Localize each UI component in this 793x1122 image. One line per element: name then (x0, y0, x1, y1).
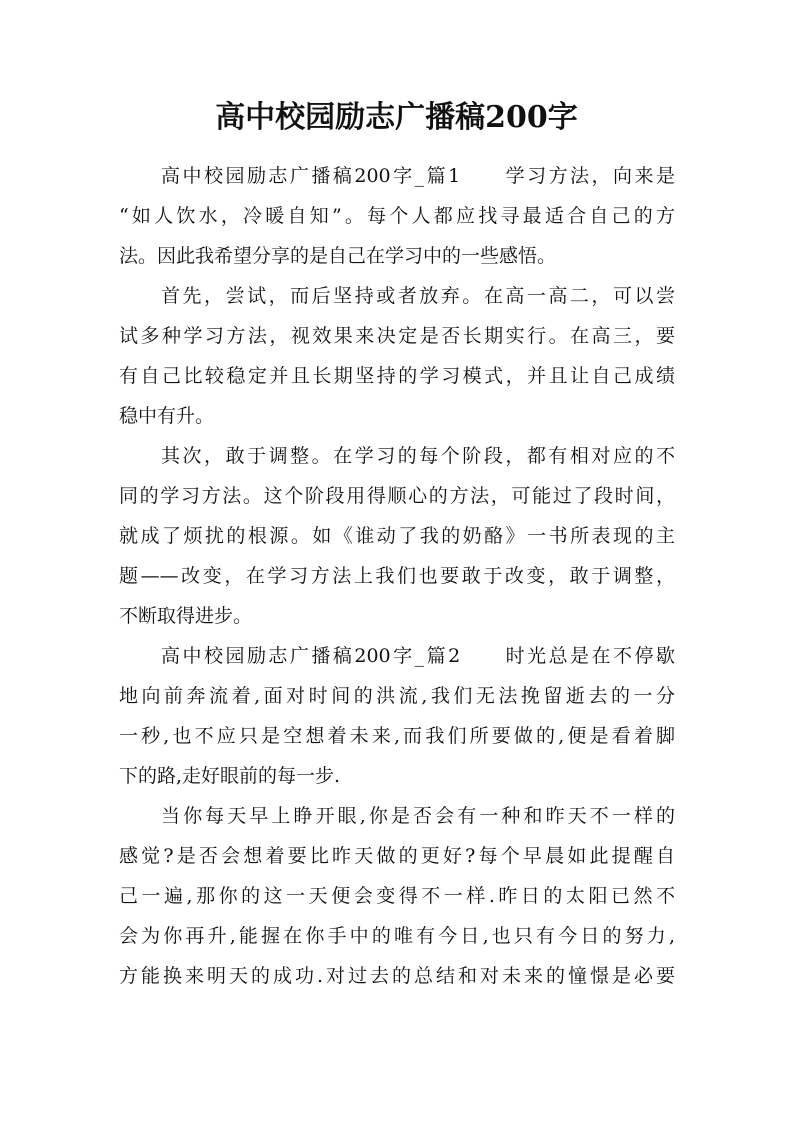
paragraph-line: 高中校园励志广播稿200字_篇2 时光总是在不停歇 (161, 645, 675, 667)
paragraph-line: 地向前奔流着,面对时间的洪流,我们无法挽留逝去的一分 (119, 685, 675, 707)
paragraph-line: 稳中有升。 (119, 405, 215, 427)
document-title: 高中校园励志广播稿200字 (215, 100, 578, 135)
document-body (119, 156, 675, 996)
paragraph-line: 会为你再升,能握在你手中的唯有今日,也只有今日的努力, (119, 925, 675, 947)
paragraph-line: 有自己比较稳定并且长期坚持的学习模式，并且让自己成绩 (119, 365, 675, 387)
paragraph-line: 方能换来明天的成功.对过去的总结和对未来的憧憬是必要 (119, 965, 675, 987)
paragraph-line: 法。因此我希望分享的是自己在学习中的一些感悟。 (119, 245, 557, 267)
paragraph-line: 不断取得进步。 (119, 605, 253, 627)
paragraph-line: “如人饮水，冷暖自知”。每个人都应找寻最适合自己的方 (119, 205, 675, 227)
paragraph-line: 一秒,也不应只是空想着未来,而我们所要做的,便是看着脚 (119, 725, 675, 747)
paragraph-line: 下的路,走好眼前的每一步. (119, 765, 341, 787)
paragraph-line: 试多种学习方法，视效果来决定是否长期实行。在高三，要 (119, 325, 675, 347)
paragraph-line: 首先，尝试，而后坚持或者放弃。在高一高二，可以尝 (161, 285, 675, 307)
paragraph-line: 题——改变，在学习方法上我们也要敢于改变，敢于调整， (119, 565, 675, 587)
paragraph-line: 己一遍,那你的这一天便会变得不一样.昨日的太阳已然不 (119, 885, 675, 907)
paragraph-line: 同的学习方法。这个阶段用得顺心的方法，可能过了段时间， (119, 485, 675, 507)
paragraph-line: 高中校园励志广播稿200字_篇1 学习方法，向来是 (161, 165, 675, 187)
paragraph-line: 就成了烦扰的根源。如《谁动了我的奶酪》一书所表现的主 (119, 525, 675, 547)
paragraph-line: 感觉?是否会想着要比昨天做的更好?每个早晨如此提醒自 (119, 845, 675, 867)
paragraph-line: 其次，敢于调整。在学习的每个阶段，都有相对应的不 (161, 445, 675, 467)
paragraph-line: 当你每天早上睁开眼,你是否会有一种和昨天不一样的 (161, 805, 675, 827)
